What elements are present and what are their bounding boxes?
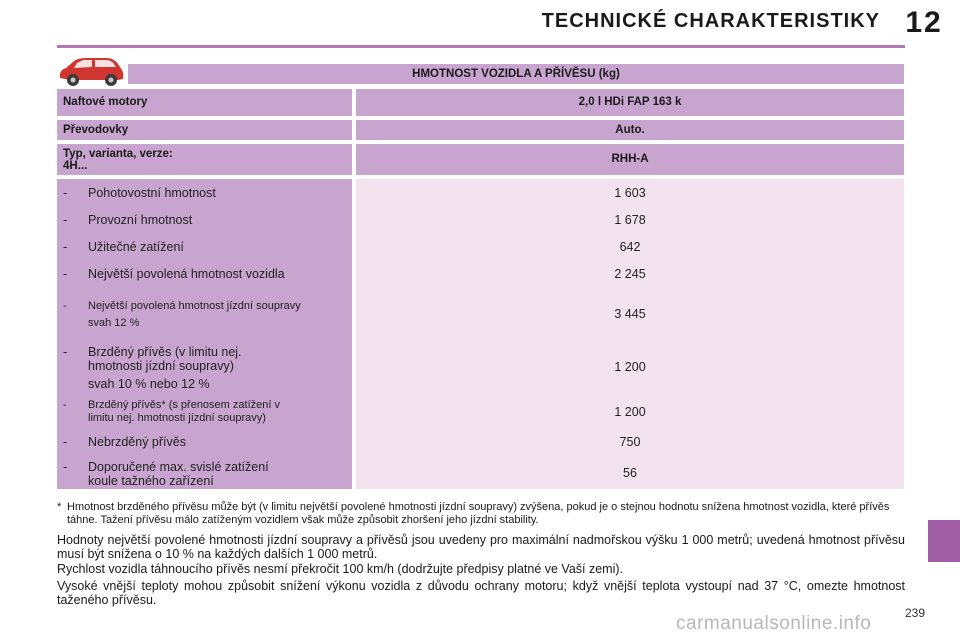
row-dash: - [63, 267, 68, 281]
footnote-text: Hmotnost brzděného přívěsu může být (v limitu největší povolené hmotnosti jízdní soupravy) zvýšena, pokud je o stejnou hodnotu snížena hmotnost vozidla, které přívěs táhne. Tažení přívěsu málo zatíženým vozidlem však může způsobit zhoršení jeho jízdní stability. [67, 501, 890, 526]
type-label [57, 144, 352, 175]
car-icon [56, 54, 126, 88]
table-row-label [63, 267, 285, 281]
row-dash: - [63, 213, 68, 227]
row-label-text: svah 10 % nebo 12 % [88, 377, 210, 391]
chapter-side-tab [928, 520, 960, 562]
header-rule [57, 45, 905, 48]
row-label-text: limitu nej. hmotnosti jízdní soupravy) [88, 412, 266, 424]
gearbox-value: Auto. [356, 120, 904, 140]
body-paragraph: Vysoké vnější teploty mohou způsobit snížení výkonu vozidla z důvodu ochrany motoru; když vnější teplota vystoupí nad 37 °C, omezte hmotnost taženého přívěsu. [57, 579, 905, 607]
row-dash: - [63, 460, 68, 474]
type-value: RHH-A [356, 144, 904, 175]
row-label-text: Brzděný přívěs* (s přenosem zatížení v [88, 399, 280, 411]
table-row-value: 642 [619, 240, 641, 254]
row-label-text: Největší povolená hmotnost vozidla [88, 267, 285, 281]
footnote [57, 501, 905, 527]
row-dash: - [63, 345, 68, 359]
table-row-label [63, 213, 192, 227]
row-label-text: Pohotovostní hmotnost [88, 186, 216, 200]
row-label-text: Nebrzděný přívěs [88, 435, 186, 449]
row-dash: - [63, 399, 67, 411]
type-label-line-2: 4H... [63, 160, 88, 172]
chapter-number: 12 [905, 6, 943, 39]
row-label-text: Provozní hmotnost [88, 213, 193, 227]
table-row-label [63, 435, 186, 449]
row-label-text: svah 12 % [88, 317, 140, 329]
row-label-text: hmotnosti jízdní soupravy) [88, 359, 234, 373]
footnote-marker: * [57, 501, 62, 513]
row-dash: - [63, 435, 68, 449]
gearbox-label: Převodovky [57, 120, 352, 140]
table-row-value: 56 [623, 466, 637, 480]
row-label-text: Doporučené max. svislé zatížení [88, 460, 269, 474]
row-label-text: koule tažného zařízení [88, 474, 214, 488]
watermark: carmanualsonline.info [676, 613, 872, 634]
page-title: TECHNICKÉ CHARAKTERISTIKY [541, 10, 880, 32]
table-title: HMOTNOST VOZIDLA A PŘÍVĚSU (kg) [128, 64, 904, 84]
type-label-line-1: Typ, varianta, verze: [63, 148, 173, 160]
body-paragraph: Hodnoty největší povolené hmotnosti jízdní soupravy a přívěsů jsou uvedeny pro maximální nadmořskou výšku 1 000 metrů; uvedená hmotnost přívěsu musí být snížena o 10 % na každých dalších 1 000 metrů. [57, 533, 905, 561]
table-row-label [63, 399, 280, 425]
engine-value: 2,0 l HDi FAP 163 k [356, 89, 904, 116]
page-number: 239 [905, 606, 926, 620]
table-row-label [63, 240, 184, 254]
row-label-text: Největší povolená hmotnost jízdní soupravy [88, 300, 301, 312]
row-dash: - [63, 240, 68, 254]
row-label-text: Brzděný přívěs (v limitu nej. [88, 345, 242, 359]
row-dash: - [63, 300, 67, 312]
table-row-value: 750 [619, 435, 641, 449]
table-row-value: 3 445 [614, 307, 646, 321]
row-label-text: Užitečné zatížení [88, 240, 184, 254]
table-row-value: 1 603 [614, 186, 646, 200]
body-paragraph: Rychlost vozidla táhnoucího přívěs nesmí překročit 100 km/h (dodržujte předpisy platné ve Vaší zemi). [57, 562, 624, 576]
table-row-value: 1 678 [614, 213, 646, 227]
table-row-value: 2 245 [614, 267, 646, 281]
table-row-label [63, 186, 216, 200]
row-dash: - [63, 186, 68, 200]
table-row-value: 1 200 [614, 405, 646, 419]
table-row-value: 1 200 [614, 360, 646, 374]
table-row-label [63, 460, 269, 488]
engine-label: Naftové motory [57, 89, 352, 116]
table-row-label [63, 345, 242, 391]
table-row-label [63, 300, 301, 330]
